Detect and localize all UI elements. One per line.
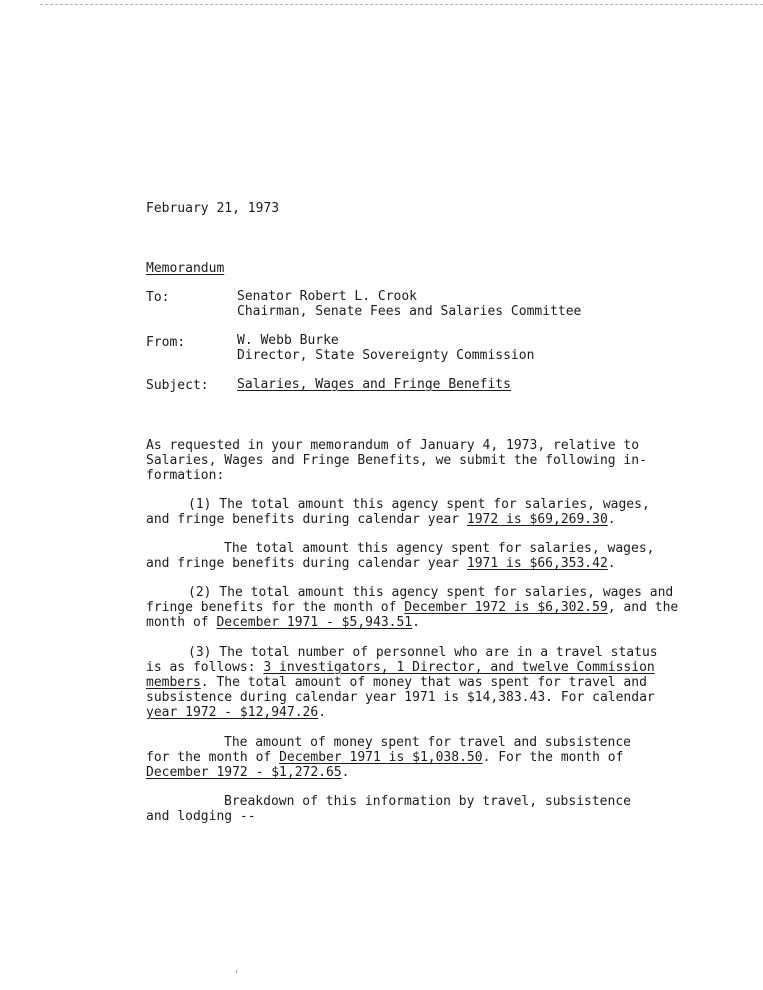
scan-speck — [236, 970, 237, 973]
p2-line-1: The total amount this agency spent for salaries, wages, — [224, 541, 655, 556]
intro-line-2: Salaries, Wages and Fringe Benefits, we submit the following in- — [146, 453, 647, 468]
p1-line-1: (1) The total amount this agency spent for salaries, wages, — [188, 497, 650, 512]
p5-line-3: December 1972 - $1,272.65. — [146, 765, 350, 780]
p4-personnel: 3 investigators, 1 Director, and twelve Commission — [263, 660, 655, 675]
p3-figure-2: December 1971 - $5,943.51 — [216, 615, 413, 630]
p2-figure: 1971 is $66,353.42 — [466, 556, 608, 571]
subject-label: Subject: — [146, 378, 209, 393]
from-name: W. Webb Burke — [237, 333, 339, 348]
p5-line-1: The amount of money spent for travel and subsistence — [224, 735, 631, 750]
p4-line-3: members. The total amount of money that was spent for travel and — [146, 675, 647, 690]
p6-line-1: Breakdown of this information by travel, subsistence — [224, 794, 631, 809]
scan-edge-line — [40, 4, 763, 5]
p3-line-2: fringe benefits for the month of December 1972 is $6,302.59, and the — [146, 600, 679, 615]
to-name: Senator Robert L. Crook — [237, 289, 418, 304]
p1-figure: 1972 is $69,269.30 — [466, 512, 608, 527]
p3-line-1: (2) The total amount this agency spent for salaries, wages and — [188, 585, 674, 600]
p4-figure: year 1972 - $12,947.26 — [146, 705, 319, 720]
intro-line-3: formation: — [146, 468, 225, 483]
subject-text: Salaries, Wages and Fringe Benefits — [237, 377, 511, 392]
p4-line-5: year 1972 - $12,947.26. — [146, 705, 327, 720]
p2-line-2: and fringe benefits during calendar year 1971 is $66,353.42. — [146, 556, 616, 571]
p5-figure-1: December 1971 is $1,038.50 — [279, 750, 483, 765]
from-title: Director, State Sovereignty Commission — [237, 348, 535, 363]
p6-line-2: and lodging -- — [146, 809, 256, 824]
p4-line-1: (3) The total number of personnel who are in a travel status — [188, 645, 658, 660]
p5-figure-2: December 1972 - $1,272.65 — [146, 765, 342, 780]
p4-line-2: is as follows: 3 investigators, 1 Director, and twelve Commission — [146, 660, 655, 675]
to-title: Chairman, Senate Fees and Salaries Committee — [237, 304, 582, 319]
p3-line-3: month of December 1971 - $5,943.51. — [146, 615, 420, 630]
p3-figure-1: December 1972 is $6,302.59 — [404, 600, 608, 615]
p1-line-2: and fringe benefits during calendar year 1972 is $69,269.30. — [146, 512, 616, 527]
p4-line-4: subsistence during calendar year 1971 is $14,383.43. For calendar — [146, 690, 655, 705]
from-label: From: — [146, 335, 186, 350]
memo-heading: Memorandum — [146, 261, 225, 276]
memo-date: February 21, 1973 — [146, 201, 280, 216]
p5-line-2: for the month of December 1971 is $1,038.50. For the month of — [146, 750, 624, 765]
to-label: To: — [146, 290, 170, 305]
intro-line-1: As requested in your memorandum of January 4, 1973, relative to — [146, 438, 640, 453]
